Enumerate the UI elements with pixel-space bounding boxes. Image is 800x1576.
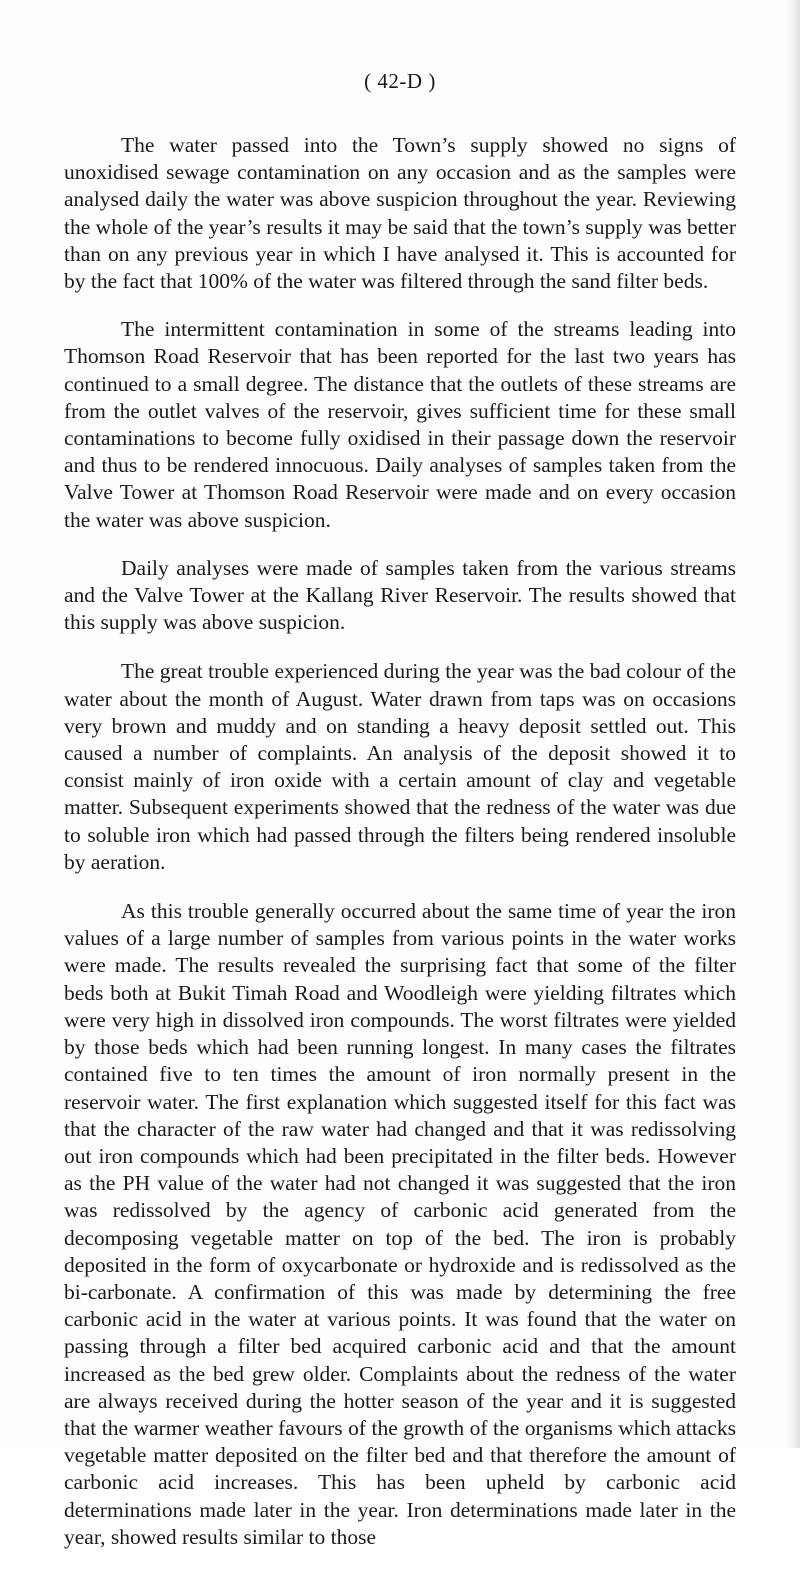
paragraph-iron-values: As this trouble generally occurred about the same time of year the iron values of a large number of samples from various points in the water works were made. The results revealed the surprising fact that some of the filter beds both at Bukit Timah Road and Woodleigh were yielding filtrates which were very high in dissolved iron compounds. The worst filtrates were yielded by those beds which had been running longest. In many cases the filtrates contained five to ten times the amount of iron normally present in the reservoir water. The first explanation which suggested itself for this fact was that the character of the raw water had changed and that it was redissolving out iron compounds which had been precipitated in the filter beds. However as the PH value of the water had not changed it was suggested that the iron was redissolved by the agency of carbonic acid generated from the decomposing vegetable matter on top of the bed. The iron is probably deposited in the form of oxycarbonate or hydroxide and is redissolved as the bi-carbonate. A confirmation of this was made by determining the free carbonic acid in the water at various points. It was found that the water on passing through a filter bed acquired carbonic acid and that the amount increased as the bed grew older. Complaints about the redness of the water are always received during the hotter season of the year and it is suggested that the warmer weather favours of the growth of the organisms which attacks vegetable matter deposited on the filter bed and that therefore the amount of carbonic acid increases. This has been upheld by carbonic acid determinations made later in the year. Iron determinations made later in the year, showed results similar to those <box>64 899 736 1549</box>
body-text <box>64 132 736 1576</box>
page-number: ( 42-D ) <box>364 69 436 93</box>
paragraph-water-supply: The water passed into the Town’s supply showed no signs of unoxidised sewage contamination on any occasion and as the samples were analysed daily the water was above suspicion throughout the year. Reviewing the whole of the year’s results it may be said that the town’s supply was better than on any previous year in which I have analysed it. This is accounted for by the fact that 100% of the water was filtered through the sand filter beds. <box>64 133 736 294</box>
paragraph-bad-colour: The great trouble experienced during the year was the bad colour of the water about the month of August. Water drawn from taps was on occasions very brown and muddy and on standing a heavy deposit settled out. This caused a number of complaints. An analysis of the deposit showed it to consist mainly of iron oxide with a certain amount of clay and vegetable matter. Subsequent experiments showed that the redness of the water was due to soluble iron which had passed through the filters being rendered insoluble by aeration. <box>64 659 736 874</box>
page-edge-shadow <box>786 0 800 1448</box>
paragraph-kallang-river-reservoir: Daily analyses were made of samples taken from the various streams and the Valve Tower at the Kallang River Reservoir. The results showed that this supply was above suspicion. <box>64 555 736 635</box>
paragraph-thomson-road-reservoir: The intermittent contamination in some of the streams leading into Thomson Road Reservoir that has been reported for the last two years has continued to a small degree. The distance that the outlets of these streams are from the outlet valves of the reservoir, gives sufficient time for these small contaminations to become fully oxidised in their passage down the reservoir and thus to be rendered innocuous. Daily analyses of samples taken from the Valve Tower at Thomson Road Reservoir were made and on every occasion the water was above suspicion. <box>64 317 736 532</box>
